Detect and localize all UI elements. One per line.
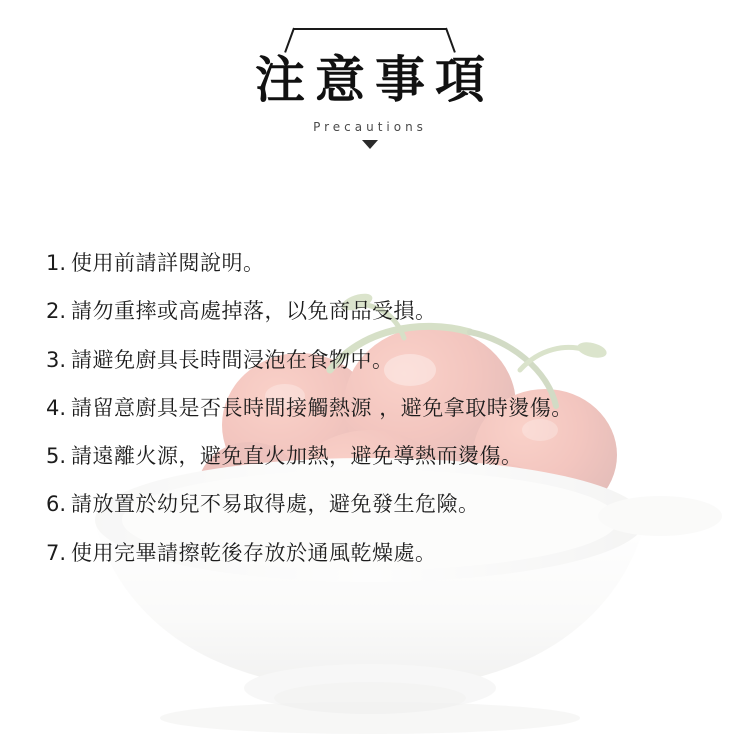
- list-item-text: 請避免廚具長時間浸泡在食物中。: [71, 347, 394, 372]
- page-title: 注意事項: [255, 50, 495, 109]
- list-item: [46, 250, 694, 277]
- list-item-text: 使用完畢請擦乾後存放於通風乾燥處。: [71, 540, 437, 565]
- list-item-text: 請勿重摔或高處掉落，以免商品受損。: [71, 299, 437, 324]
- list-item-number: 3.: [46, 347, 67, 372]
- title-wrap: [227, 28, 513, 149]
- list-item-number: 7.: [46, 540, 67, 565]
- list-item: [46, 395, 694, 422]
- bracket-top-line: [293, 28, 447, 30]
- list-item-text: 請留意廚具是否長時間接觸熱源 ，避免拿取時燙傷。: [71, 395, 573, 420]
- trapezoid-bracket-icon: [275, 28, 465, 50]
- list-item-number: 4.: [46, 395, 67, 420]
- page-subtitle: Precautions: [313, 120, 427, 134]
- list-item-text: 使用前請詳閱說明。: [71, 251, 265, 275]
- list-item-number: 2.: [46, 299, 67, 324]
- bracket-left-leg: [284, 28, 295, 53]
- list-item: [46, 443, 694, 470]
- list-item-number: 6.: [46, 492, 67, 517]
- list-item: [46, 540, 694, 567]
- page-header: [0, 0, 740, 149]
- chevron-down-icon: [362, 140, 378, 149]
- list-item-text: 請遠離火源，避免直火加熱，避免導熱而燙傷。: [71, 444, 523, 469]
- list-item: [46, 298, 694, 325]
- list-item: [46, 347, 694, 374]
- list-item-text: 請放置於幼兒不易取得處，避免發生危險。: [71, 492, 480, 517]
- list-item-number: 1.: [46, 251, 67, 275]
- bracket-right-leg: [445, 28, 456, 53]
- list-item-number: 5.: [46, 444, 67, 469]
- list-item: [46, 491, 694, 518]
- precautions-list: [0, 250, 740, 588]
